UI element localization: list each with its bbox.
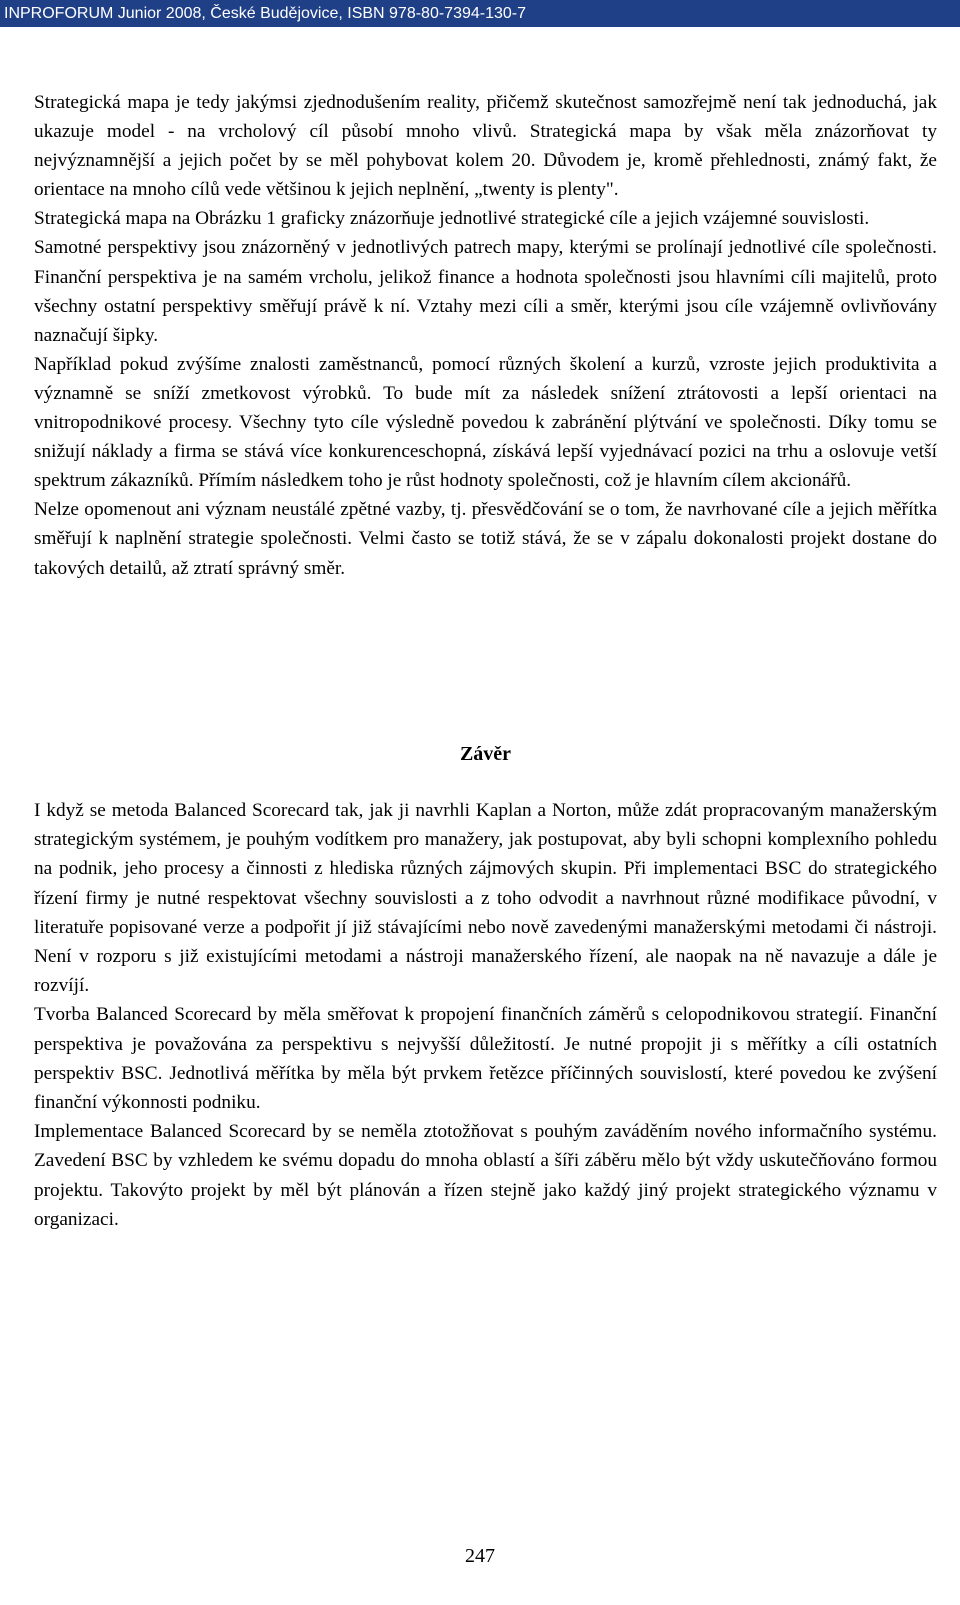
paragraph: Tvorba Balanced Scorecard by měla směřovat k propojení finančních záměrů s celopodnikovou strategií. Finanční perspektiva je považována za perspektivu s nejvyšší důležitostí. Je nutné propojit ji s měřítky a cíli ostatních perspektiv BSC. Jednotlivá měřítka by měla být prvkem řetězce příčinných souvislostí, které povedou ke zvýšení finanční výkonnosti podniku. (34, 1004, 937, 1114)
paragraph: Samotné perspektivy jsou znázorněný v jednotlivých patrech mapy, kterými se prolínají jednotlivé cíle společnosti. Finanční perspektiva je na samém vrcholu, jelikož finance a hodnota společnosti jsou hlavními cíli majitelů, proto všechny ostatní perspektivy směřují právě k ní. Vztahy mezi cíli a směr, kterými jsou cíle vzájemně ovlivňovány naznačují šipky. (34, 237, 937, 346)
body-text (34, 88, 937, 583)
paragraph: Nelze opomenout ani význam neustálé zpětné vazby, tj. přesvědčování se o tom, že navrhované cíle a jejich měřítka směřují k naplnění strategie společnosti. Velmi často se totiž stává, že se v zápalu dokonalosti projekt dostane do takových detailů, až ztratí správný směr. (34, 499, 937, 579)
paragraph: Například pokud zvýšíme znalosti zaměstnanců, pomocí různých školení a kurzů, vzroste jejich produktivita a významně se sníží zmetkovost výrobků. To bude mít za následek snížení ztrátovosti a lepší orientaci na vnitropodnikové procesy. Všechny tyto cíle výsledně povedou k zabránění plýtvání ve společnosti. Díky tomu se snižují náklady a firma se stává více konkurenceschopná, získává lepší vyjednávací pozici na trhu a oslovuje vetší spektrum zákazníků. Přímím následkem toho je růst hodnoty společnosti, což je hlavním cílem akcionářů. (34, 353, 937, 492)
paragraph: Strategická mapa je tedy jakýmsi zjednodušením reality, přičemž skutečnost samozřejmě není tak jednoduchá, jak ukazuje model - na vrcholový cíl působí mnoho vlivů. Strategická mapa by však měla znázorňovat ty nejvýznamnější a jejich počet by se měl pohybovat kolem 20. Důvodem je, kromě přehlednosti, známý fakt, že orientace na mnoho cílů vede většinou k jejich neplnění, „twenty is plenty". (34, 92, 937, 201)
page-number: 247 (465, 1545, 495, 1567)
section-heading: Závěr (459, 743, 512, 765)
paragraph: Strategická mapa na Obrázku 1 graficky znázorňuje jednotlivé strategické cíle a jejich vzájemné souvislosti. (34, 208, 870, 230)
conclusion-text (34, 796, 937, 1234)
paragraph: I když se metoda Balanced Scorecard tak, jak ji navrhli Kaplan a Norton, může zdát propracovaným manažerským strategickým systémem, je pouhým vodítkem pro manažery, jak postupovat, aby byli schopni komplexního pohledu na podnik, jeho procesy a činnosti z hlediska různých zájmových skupin. Při implementaci BSC do strategického řízení firmy je nutné respektovat všechny souvislosti a z toho odvodit a navrhnout různé modifikace původní, v literatuře popisované verze a podpořit jí již stávajícími nebo nově zavedenými manažerskými metodami či nástroji. Není v rozporu s již existujícími metodami a nástroji manažerského řízení, ale naopak na ně navazuje a dále je rozvíjí. (34, 800, 937, 997)
document-header: INPROFORUM Junior 2008, České Budějovice, ISBN 978-80-7394-130-7 (0, 0, 960, 27)
paragraph: Implementace Balanced Scorecard by se neměla ztotožňovat s pouhým zaváděním nového informačního systému. Zavedení BSC by vzhledem ke svému dopadu do mnoha oblastí a šíři záběru mělo být vždy uskutečňováno formou projektu. Takovýto projekt by měl být plánován a řízen stejně jako každý jiný projekt strategického významu v organizaci. (34, 1121, 937, 1230)
